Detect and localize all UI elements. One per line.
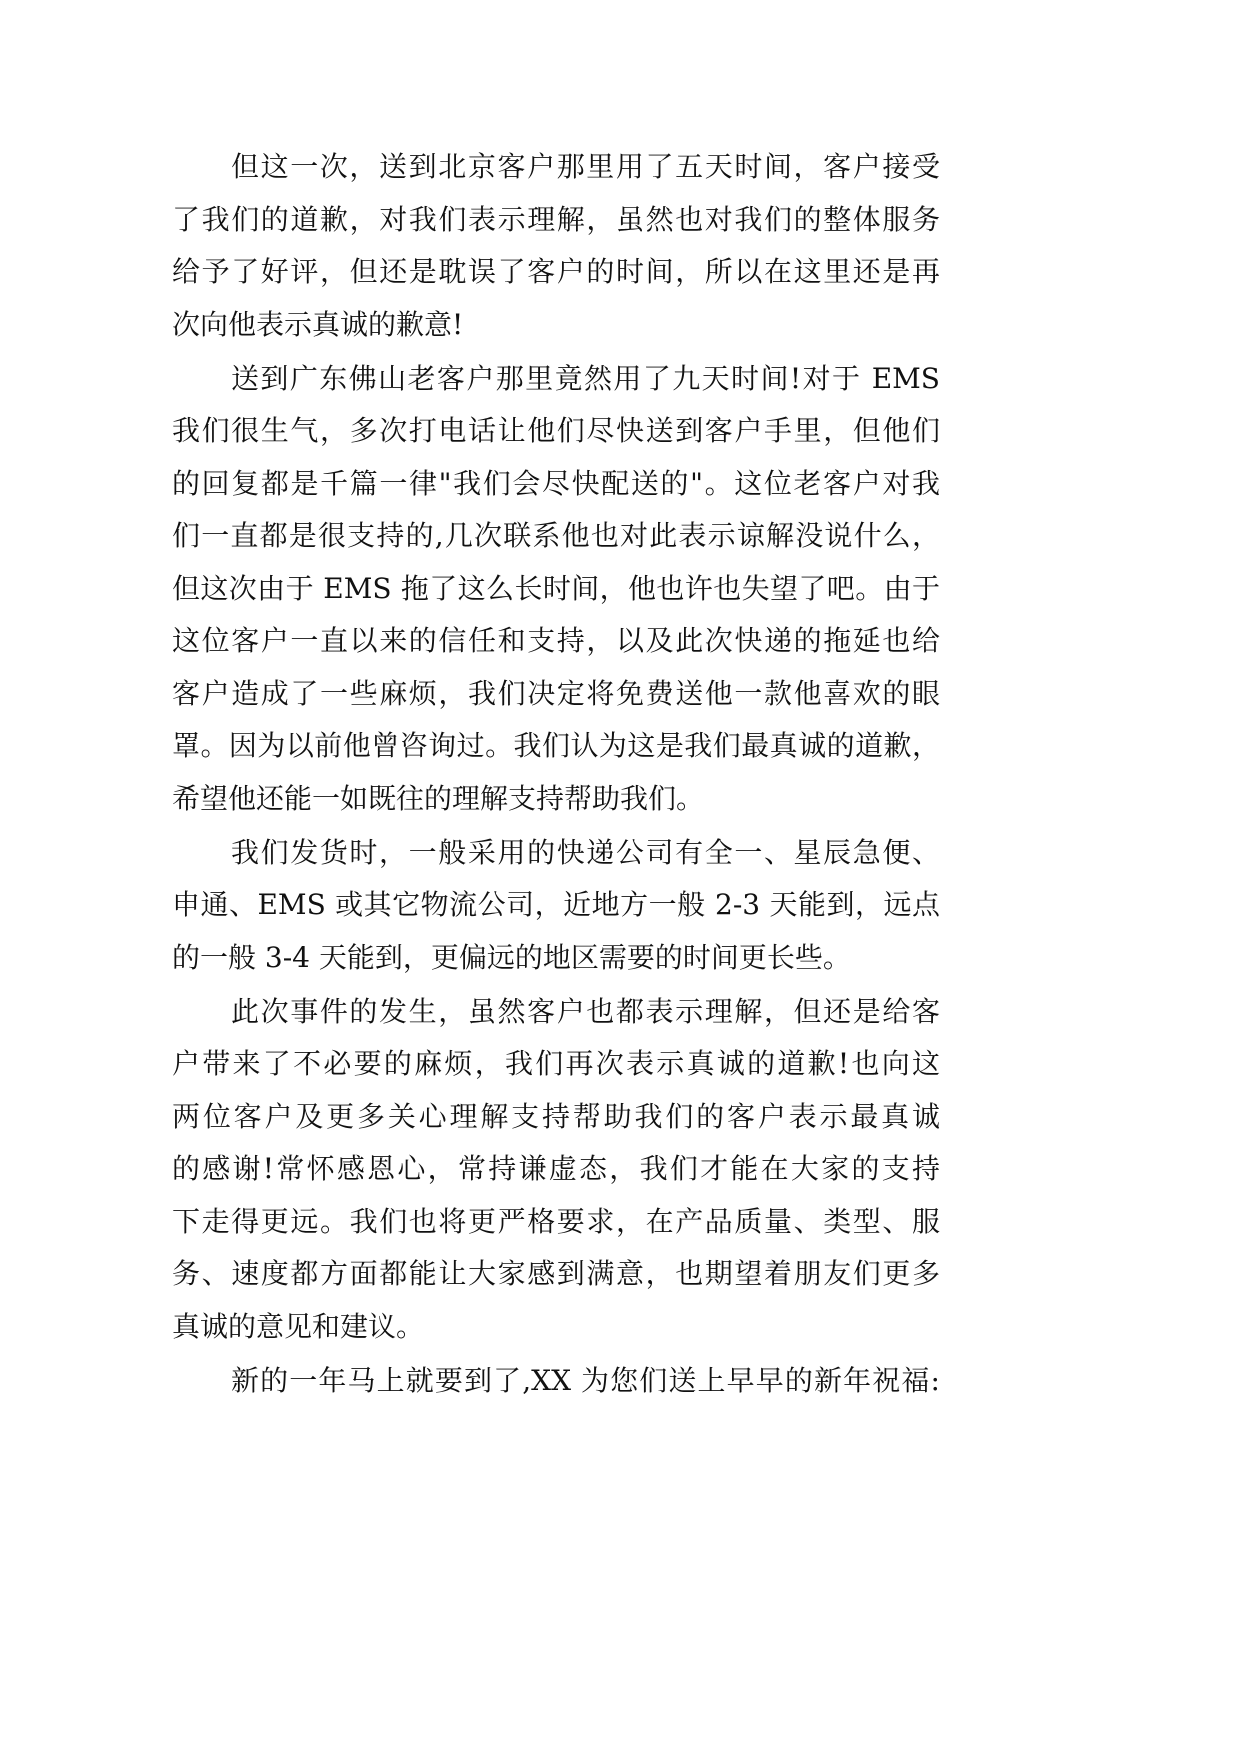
paragraph-line: 这位客户一直以来的信任和支持，以及此次快递的拖延也给 bbox=[172, 624, 940, 657]
paragraph-line: 送到广东佛山老客户那里竟然用了九天时间!对于 EMS bbox=[231, 361, 940, 395]
paragraph-line: 但这次由于 EMS 拖了这么长时间，他也许也失望了吧。由于 bbox=[172, 571, 940, 605]
paragraph-line: 我们发货时，一般采用的快递公司有全一、星辰急便、 bbox=[231, 835, 940, 869]
paragraph bbox=[172, 353, 940, 826]
paragraph-line: 两位客户及更多关心理解支持帮助我们的客户表示最真诚 bbox=[172, 1099, 940, 1133]
paragraph-line: 真诚的意见和建议。 bbox=[172, 1309, 425, 1343]
paragraph-line: 的感谢!常怀感恩心，常持谦虚态，我们才能在大家的支持 bbox=[172, 1152, 940, 1185]
paragraph-line: 下走得更远。我们也将更严格要求，在产品质量、类型、服 bbox=[172, 1204, 940, 1238]
paragraph-line: 客户造成了一些麻烦，我们决定将免费送他一款他喜欢的眼 bbox=[172, 676, 940, 710]
paragraph-line: 了我们的道歉，对我们表示理解，虽然也对我们的整体服务 bbox=[172, 202, 940, 236]
paragraph-line: 我们很生气，多次打电话让他们尽快送到客户手里，但他们 bbox=[172, 414, 940, 447]
paragraph-line: 罩。因为以前他曾咨询过。我们认为这是我们最真诚的道歉， bbox=[172, 729, 940, 762]
document-body bbox=[172, 141, 940, 1409]
paragraph-line: 次向他表示真诚的歉意! bbox=[172, 307, 464, 341]
paragraph-line: 的回复都是千篇一律"我们会尽快配送的"。这位老客户对我 bbox=[172, 466, 940, 500]
paragraph-line: 此次事件的发生，虽然客户也都表示理解，但还是给客 bbox=[231, 994, 940, 1028]
paragraph-line: 务、速度都方面都能让大家感到满意，也期望着朋友们更多 bbox=[172, 1257, 940, 1290]
paragraph bbox=[172, 141, 940, 351]
paragraph-line: 申通、EMS 或其它物流公司，近地方一般 2-3 天能到，远点 bbox=[172, 888, 940, 921]
paragraph-line: 的一般 3-4 天能到，更偏远的地区需要的时间更长些。 bbox=[172, 940, 851, 974]
paragraph bbox=[172, 986, 940, 1354]
paragraph bbox=[172, 827, 940, 985]
paragraph-line: 户带来了不必要的麻烦，我们再次表示真诚的道歉!也向这 bbox=[172, 1047, 940, 1080]
paragraph-line: 但这一次，送到北京客户那里用了五天时间，客户接受 bbox=[231, 150, 940, 183]
paragraph bbox=[172, 1355, 940, 1408]
paragraph-line: 新的一年马上就要到了,XX 为您们送上早早的新年祝福: bbox=[231, 1363, 940, 1397]
paragraph-line: 给予了好评，但还是耽误了客户的时间，所以在这里还是再 bbox=[172, 255, 940, 288]
paragraph-line: 们一直都是很支持的,几次联系他也对此表示谅解没说什么， bbox=[172, 519, 940, 552]
paragraph-line: 希望他还能一如既往的理解支持帮助我们。 bbox=[172, 781, 705, 815]
